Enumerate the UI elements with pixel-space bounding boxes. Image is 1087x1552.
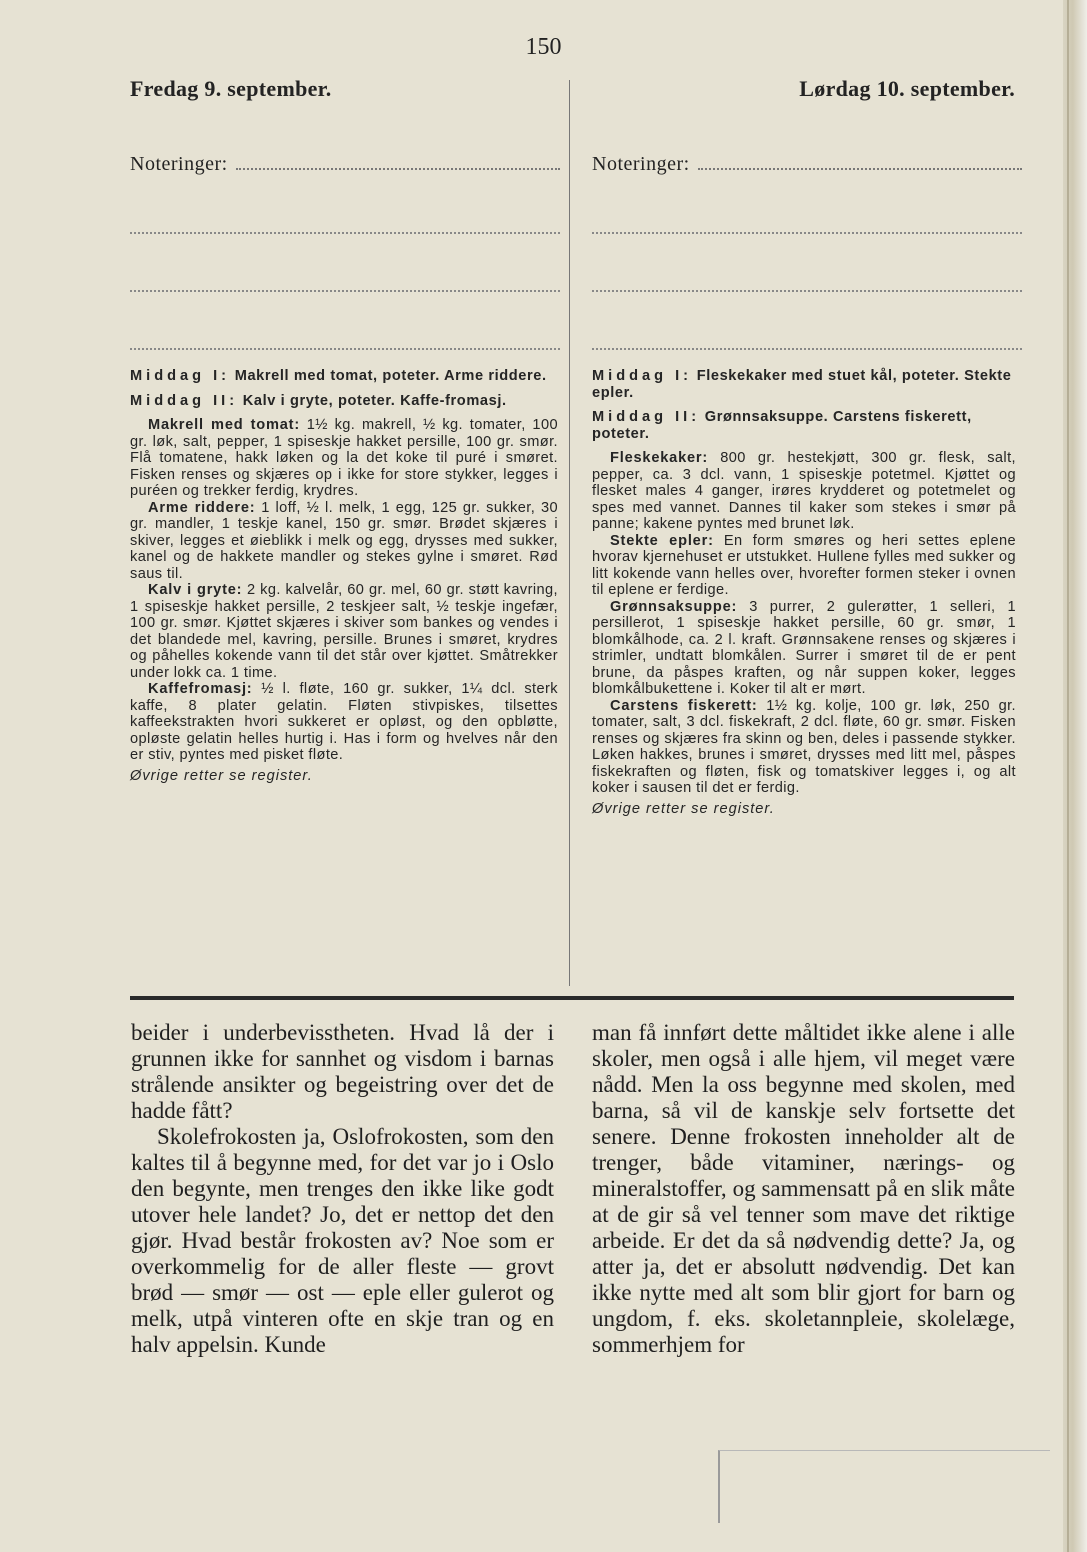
recipe-text: 800 gr. hestekjøtt, 300 gr. flesk, salt, pepper, ca. 3 dcl. vann, 1 spiseskje potetmel. Kjøttet og flesket males 4 ganger, irøres krydderet og potetmelet og spes med vannet. Dannes til kaker som stekes i smør på panne; kakene pyntes med brunet løk. xyxy=(592,450,1016,532)
recipe-heading: Carstens fiskerett: xyxy=(610,697,758,714)
dinner-label: Middag II: xyxy=(592,409,701,425)
recipe-text: 1½ kg. makrell, ½ kg. tomater, 100 gr. løk, salt, pepper, 1 spiseskje hakket persille, 100 gr. smør. Flå tomatene, hakk løken og la det koke til puré i smøret. Fisken renses og skjæres op i ikke for store stykker, legges i puréen og trekker ferdig, krydres. xyxy=(130,417,558,499)
notes-dotted-line xyxy=(130,292,560,350)
notes-label-row xyxy=(592,148,1022,176)
dinner-2 xyxy=(592,409,1016,442)
recipe-heading: Arme riddere: xyxy=(148,499,256,516)
article-paragraph: man få innført dette måltidet ikke alene i alle skoler, men også i alle hjem, vil meget være nådd. Men la oss begynne med skolen, med barna, så vil de kanskje selv fortsette det senere. Denne frokosten inneholder alt de trenger, både vitaminer, nærings- og mineralstoffer, og sammensatt på en slik måte at de gir så vel tenner som mave det riktige arbeide. Er det da så nødvendig dette? Ja, og atter ja, det er absolutt nødvendig. Det kan ikke nytte med alt som blir gjort for barn og ungdom, f. eks. skoletannpleie, skolelæge, sommerhjem for xyxy=(592,1020,1015,1357)
recipe-heading: Kalv i gryte: xyxy=(148,582,243,598)
dinner-1 xyxy=(130,368,558,385)
recipe-text: ½ l. fløte, 160 gr. sukker, 1¼ dcl. sterk kaffe, 8 plater gelatin. Fløten stivpiskes, tilsettes kaffeekstrakten hvori sukkeret er opløst, og den opbløtte, opløste gelatin helles hurtig i. Has i form og hvelves når den er stiv, pyntes med pisket fløte. xyxy=(130,681,558,763)
library-stamp-mark xyxy=(718,1450,1050,1523)
dinner-label: Middag I: xyxy=(130,368,231,384)
notes-section-left xyxy=(130,148,560,350)
other-dishes-note: Øvrige retter se register. xyxy=(130,767,313,784)
recipe-heading: Stekte epler: xyxy=(610,532,714,549)
recipe-text: En form smøres og heri settes eplene hvorav kjernehuset er utstukket. Hullene fylles med sukker og litt kokende vann helles over, hvorefter formen steker i ovnen til eplene er ferdige. xyxy=(592,532,1017,598)
menu-column-left xyxy=(130,368,558,784)
notes-dotted-line xyxy=(130,176,560,234)
article-column-right xyxy=(592,1020,1015,1358)
recipe-heading: Grønnsaksuppe: xyxy=(610,598,738,615)
page-number: 150 xyxy=(525,34,562,60)
recipe-text: 1 loff, ½ l. melk, 1 egg, 125 gr. sukker, 30 gr. mandler, 1 teskje kanel, 150 gr. smør. Brødet skjæres i skiver, legges et øieblikk i melk og egg, drysses med sukker, kanel og de hakkete mandler og stekes gylne i smøret. Rød saus til. xyxy=(130,499,558,582)
column-divider xyxy=(569,80,570,986)
notes-label-row xyxy=(130,148,560,176)
dinner-label: Middag I: xyxy=(592,368,693,384)
article-paragraph: Skolefrokosten ja, Oslofrokosten, som den kaltes til å begynne med, for det var jo i Oslo den begynte, men trenges den ikke like godt utover hele landet? Jo, det er nettop det den gjør. Hvad består frokosten av? Noe som er overkommelig for de aller fleste — grovt brød — smør — ost — eple eller gulerot og melk, utpå vinteren ofte en skje tran og en halv appelsin. Kunde xyxy=(131,1124,554,1357)
dinner-text: Fleskekaker med stuet kål, poteter. Stekte epler. xyxy=(592,368,1012,401)
page-edge-line xyxy=(1067,0,1069,1552)
recipe xyxy=(130,681,558,764)
recipe-list xyxy=(130,417,558,784)
horizontal-rule xyxy=(130,996,1014,1000)
recipe xyxy=(592,698,1016,797)
dinner-text: Kalv i gryte, poteter. Kaffe-fromasj. xyxy=(242,392,507,409)
article-column-left xyxy=(131,1020,554,1358)
recipe-list xyxy=(592,450,1016,817)
recipe-heading: Makrell med tomat: xyxy=(148,417,300,433)
recipe-heading: Fleskekaker: xyxy=(610,450,709,466)
notes-dotted-line xyxy=(236,168,560,170)
other-dishes-note: Øvrige retter se register. xyxy=(592,800,775,817)
recipe-text: 1½ kg. kolje, 100 gr. løk, 250 gr. tomater, salt, 3 dcl. fiskekraft, 2 dcl. fløte, 60 gr. smør. Fisken renses og skjæres fra skinn og ben, deles i passende stykker. Løken hakkes, brunes i smøret, drysses med litt mel, påspes fiskekraften og fløten, fisk og tomatskiver legges i, og alt koker i sausen til det er ferdig. xyxy=(592,697,1016,796)
dinner-label: Middag II: xyxy=(130,392,239,409)
notes-label: Noteringer: xyxy=(592,153,690,175)
dinner-1 xyxy=(592,368,1016,401)
notes-dotted-line xyxy=(592,176,1022,234)
recipe xyxy=(130,582,558,681)
notes-section-right xyxy=(592,148,1022,350)
recipe xyxy=(592,599,1016,698)
menu-column-right xyxy=(592,368,1016,817)
notes-dotted-line xyxy=(592,234,1022,292)
recipe-text: 3 purrer, 2 gulerøtter, 1 selleri, 1 persillerot, 1 spiseskje hakket persille, 60 gr. smør, 1 blomkålhode, ca. 2 l. kraft. Grønnsakene renses og skjæres i strimler, undtatt blomkålen. Surrer i smøret til de er pent brune, da påspes kraften, og når suppen koker, legges blomkålbukettene i. Koker til alt er mørt. xyxy=(592,598,1016,697)
notes-dotted-line xyxy=(698,168,1022,170)
day-title-saturday: Lørdag 10. september. xyxy=(799,76,1015,101)
recipe-text: 2 kg. kalvelår, 60 gr. mel, 60 gr. støtt kavring, 1 spiseskje hakket persille, 2 teskjeer salt, ½ teskje ingefær, 100 gr. smør. Kjøttet skjæres i skiver som bankes og vendes i det blandede mel, kavring, persille. Brunes i smøret, krydres og påhelles kokende vann til det står over kjøttet. Småtrekker under lokk ca. 1 time. xyxy=(130,582,558,681)
notes-label: Noteringer: xyxy=(130,153,228,175)
recipe xyxy=(130,500,558,583)
dinner-text: Grønnsaksuppe. Carstens fiskerett, poteter. xyxy=(592,409,972,442)
dinner-text: Makrell med tomat, poteter. Arme riddere. xyxy=(234,368,547,384)
notes-dotted-line xyxy=(592,292,1022,350)
recipe xyxy=(592,450,1016,533)
recipe xyxy=(592,533,1016,599)
notes-dotted-line xyxy=(130,234,560,292)
day-title-friday: Fredag 9. september. xyxy=(130,76,332,101)
recipe xyxy=(130,417,558,500)
dinner-2 xyxy=(130,393,558,410)
recipe-heading: Kaffefromasj: xyxy=(148,681,253,697)
article-paragraph: beider i underbevisstheten. Hvad lå der i grunnen ikke for sannhet og visdom i barnas strålende ansikter og begeistring over det de hadde fått? xyxy=(131,1020,554,1123)
